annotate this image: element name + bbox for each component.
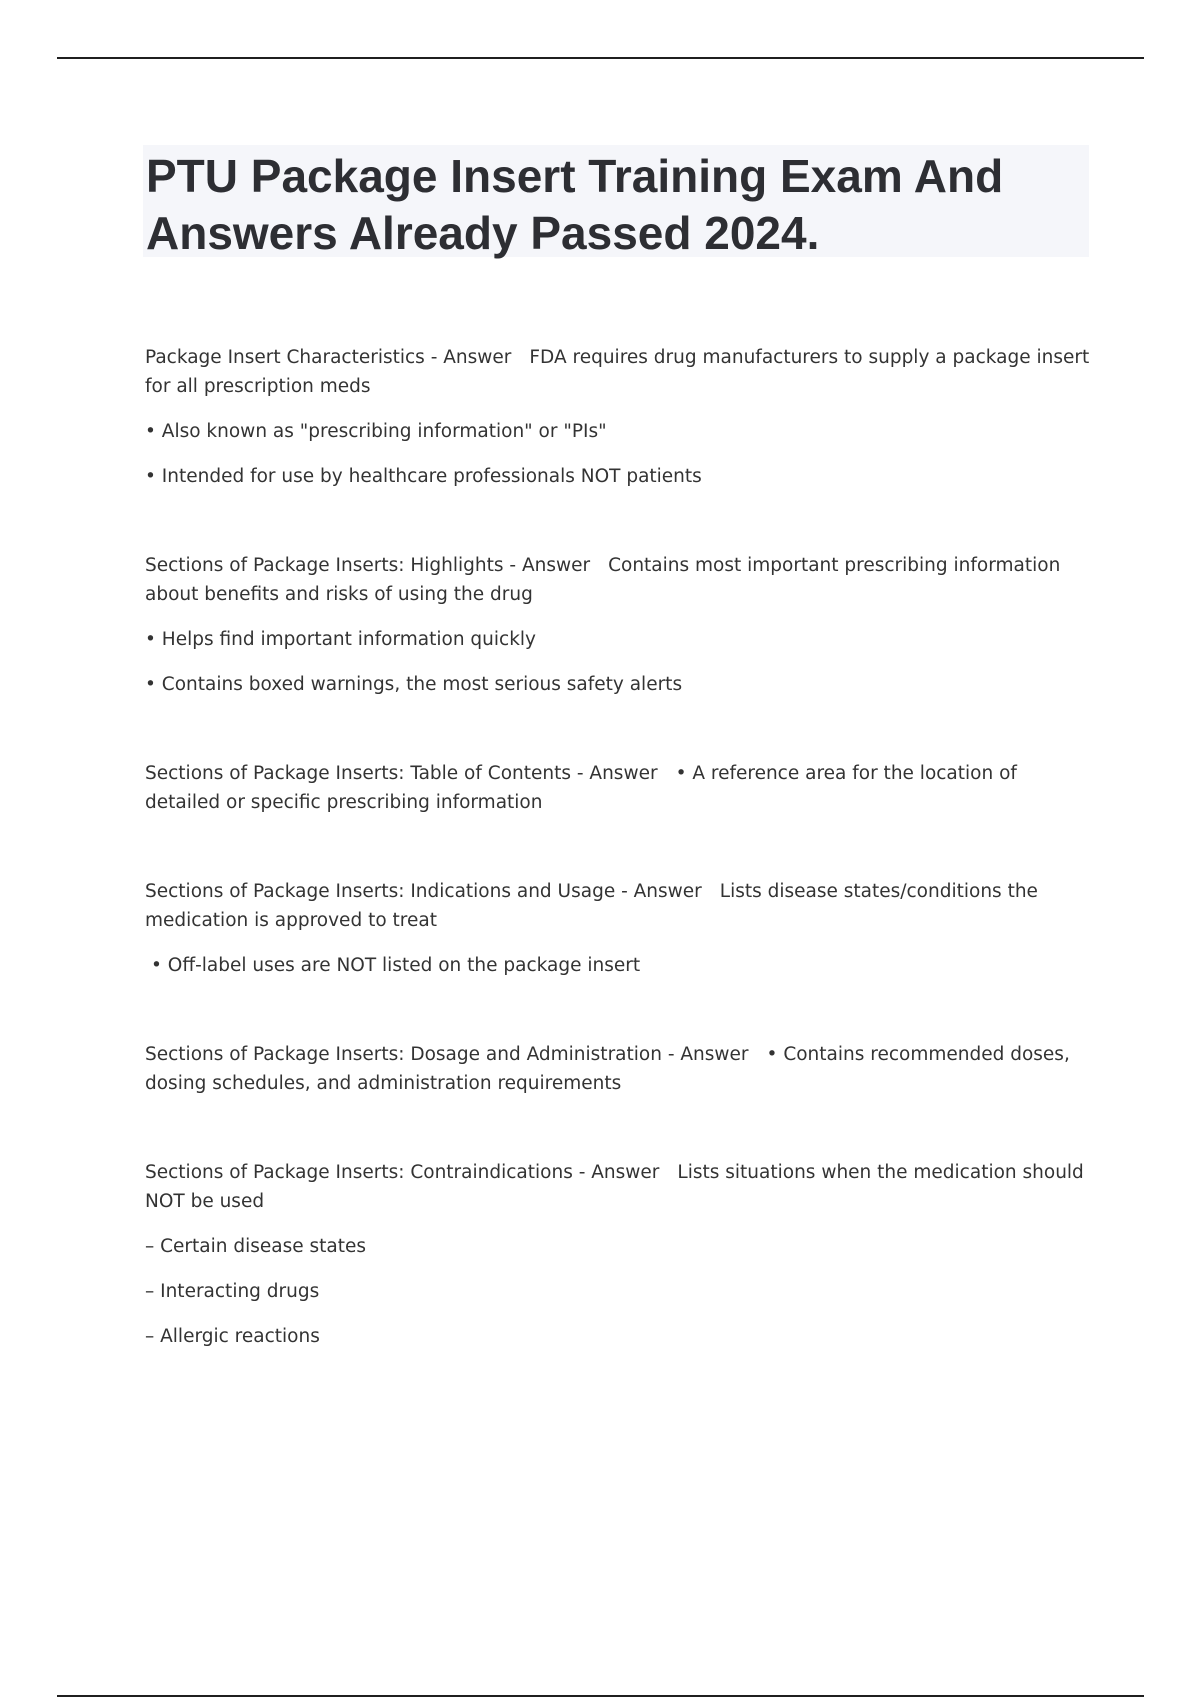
- question: Sections of Package Inserts: Indications and Usage - Answer: [145, 881, 702, 902]
- question: Sections of Package Inserts: Table of Contents - Answer: [145, 763, 658, 784]
- qa-item: [145, 877, 1090, 980]
- question: Package Insert Characteristics - Answer: [145, 347, 512, 368]
- bullet-item: • Also known as "prescribing information" or "PIs": [145, 421, 607, 442]
- document-body: [145, 343, 1090, 1411]
- qa-item: [145, 1158, 1090, 1351]
- bullet-item: • Intended for use by healthcare professionals NOT patients: [145, 466, 702, 487]
- qa-item: [145, 343, 1090, 491]
- qa-text: [145, 1158, 1090, 1216]
- qa-text: [145, 343, 1090, 401]
- qa-item: [145, 1040, 1090, 1098]
- bullet-item: – Allergic reactions: [145, 1326, 320, 1347]
- qa-text: [145, 759, 1090, 817]
- answer: • A reference area for the location of detailed or specific prescribing information: [145, 763, 1017, 813]
- top-divider: [57, 57, 1144, 59]
- bullet-item: – Interacting drugs: [145, 1281, 320, 1302]
- qa-text: [145, 877, 1090, 935]
- page-title: PTU Package Insert Training Exam And Answers Already Passed 2024.: [146, 150, 1004, 259]
- qa-item: [145, 551, 1090, 699]
- bullet-item: – Certain disease states: [145, 1236, 367, 1257]
- question: Sections of Package Inserts: Contraindications - Answer: [145, 1162, 660, 1183]
- qa-text: [145, 551, 1090, 609]
- answer: • Contains recommended doses, dosing schedules, and administration requirements: [145, 1044, 1070, 1094]
- qa-text: [145, 1040, 1090, 1098]
- bullet-item: • Contains boxed warnings, the most serious safety alerts: [145, 674, 683, 695]
- answer: Lists disease states/conditions the medication is approved to treat: [145, 881, 1038, 931]
- question: Sections of Package Inserts: Highlights - Answer: [145, 555, 591, 576]
- bottom-divider: [57, 1695, 1144, 1697]
- answer: Contains most important prescribing information about benefits and risks of using the drug: [145, 555, 1061, 605]
- bullet-item: • Helps find important information quickly: [145, 629, 537, 650]
- question: Sections of Package Inserts: Dosage and Administration - Answer: [145, 1044, 749, 1065]
- answer: Lists situations when the medication should NOT be used: [145, 1162, 1084, 1212]
- bullet-item: • Off-label uses are NOT listed on the package insert: [151, 955, 641, 976]
- answer: FDA requires drug manufacturers to supply a package insert for all prescription meds: [145, 347, 1090, 397]
- qa-item: [145, 759, 1090, 817]
